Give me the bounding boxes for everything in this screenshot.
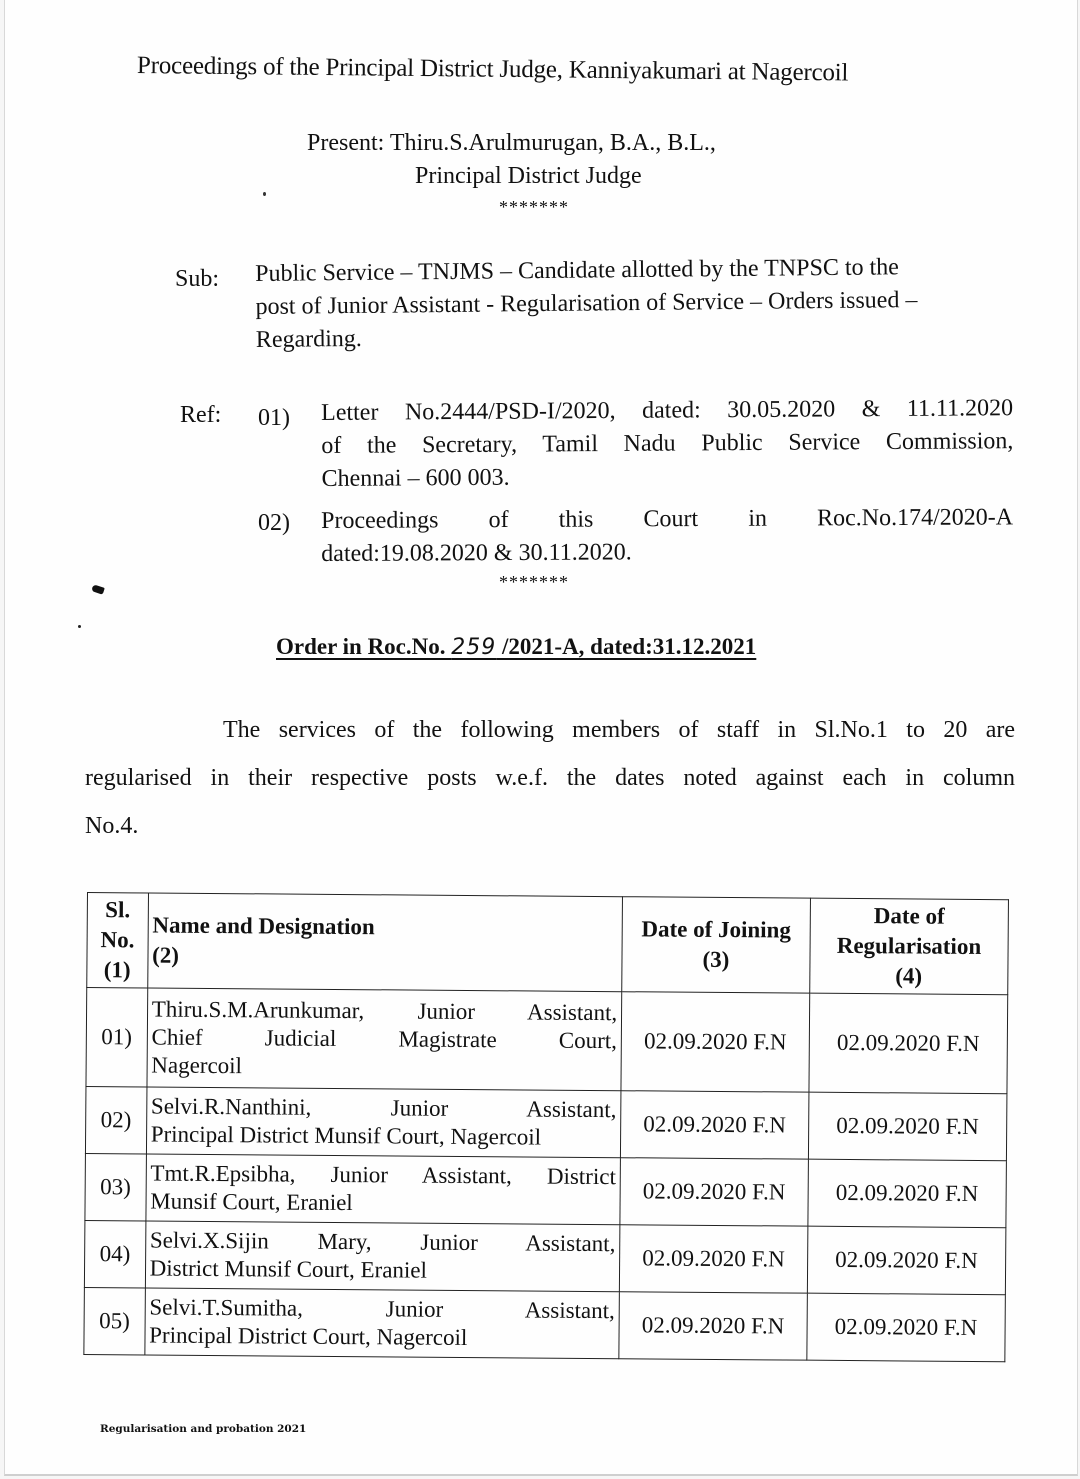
- table-row: [86, 988, 1008, 1094]
- scan-speck: [263, 192, 266, 196]
- reference-number: 01): [258, 405, 290, 431]
- reference-item-1: [321, 392, 1014, 496]
- cell-date-of-joining: 02.09.2020 F.N: [621, 992, 809, 1092]
- header-name-designation: Name and Designation (2): [147, 893, 622, 992]
- table-row: [84, 1220, 1005, 1294]
- presiding-officer: Present: Thiru.S.Arulmurugan, B.A., B.L.,: [307, 130, 716, 156]
- paragraph-line: No.4.: [85, 813, 139, 839]
- subject-text: [255, 250, 1016, 357]
- document-title: Proceedings of the Principal District Judge, Kanniyakumari at Nagercoil: [136, 52, 849, 87]
- cell-sl-no: 02): [85, 1086, 146, 1153]
- cell-date-of-joining: 02.09.2020 F.N: [621, 1091, 809, 1159]
- order-heading: [276, 634, 756, 660]
- reference-label: Ref:: [180, 402, 222, 428]
- cell-date-of-joining: 02.09.2020 F.N: [619, 1292, 807, 1360]
- separator-stars: *******: [499, 572, 569, 592]
- reference-line: dated:19.08.2020 & 30.11.2020.: [321, 539, 632, 567]
- table-row: [85, 1153, 1006, 1227]
- cell-date-of-regularisation: 02.09.2020 F.N: [807, 1226, 1006, 1295]
- header-date-of-joining: Date of Joining (3): [622, 897, 810, 993]
- reference-number: 02): [258, 510, 290, 536]
- cell-name-designation: Selvi.X.Sijin Mary, Junior Assistant, District Munsif Court, Eraniel: [145, 1221, 620, 1292]
- scan-speck: [78, 625, 81, 628]
- subject-line: Regarding.: [255, 325, 362, 353]
- cell-date-of-regularisation: 02.09.2020 F.N: [808, 1159, 1007, 1228]
- order-paragraph: [85, 706, 1015, 850]
- header-sl-no: Sl. No. (1): [87, 893, 148, 988]
- table-row: [84, 1287, 1005, 1361]
- paragraph-line: regularised in their respective posts w.e.f. the dates noted against each in column: [85, 765, 1015, 791]
- subject-line: Public Service – TNJMS – Candidate allotted by the TNPSC to the: [255, 254, 900, 287]
- document-page: [4, 0, 1078, 1476]
- cell-name-designation: Selvi.T.Sumitha, Junior Assistant, Principal District Court, Nagercoil: [145, 1288, 620, 1359]
- subject-label: Sub:: [175, 266, 220, 292]
- subject-line: post of Junior Assistant - Regularisation of Service – Orders issued –: [255, 287, 918, 320]
- cell-sl-no: 05): [84, 1287, 145, 1354]
- cell-sl-no: 03): [85, 1153, 146, 1220]
- footer-label: Regularisation and probation 2021: [100, 1423, 307, 1435]
- cell-date-of-joining: 02.09.2020 F.N: [620, 1225, 808, 1293]
- paragraph-line: The services of the following members of staff in Sl.No.1 to 20 are: [223, 717, 1015, 743]
- staff-regularisation-table: [83, 892, 1009, 1362]
- cell-date-of-joining: 02.09.2020 F.N: [620, 1158, 808, 1226]
- cell-name-designation: Selvi.R.Nanthini, Junior Assistant, Principal District Munsif Court, Nagercoil: [146, 1087, 621, 1158]
- presiding-officer-role: Principal District Judge: [415, 163, 642, 189]
- header-date-of-regularisation: Date of Regularisation (4): [809, 898, 1008, 995]
- reference-line: Chennai – 600 003.: [321, 464, 510, 492]
- cell-name-designation: Tmt.R.Epsibha, Junior Assistant, District Munsif Court, Eraniel: [146, 1154, 621, 1225]
- reference-line: Letter No.2444/PSD-I/2020, dated: 30.05.2020 & 11.11.2020: [321, 395, 1014, 426]
- cell-date-of-regularisation: 02.09.2020 F.N: [809, 993, 1008, 1094]
- reference-item-2: [321, 501, 1013, 571]
- cell-sl-no: 04): [84, 1220, 145, 1287]
- scan-mark: [91, 584, 105, 594]
- table-row: [85, 1086, 1006, 1160]
- separator-stars: *******: [499, 197, 569, 217]
- order-prefix: Order in Roc.No.: [276, 634, 452, 659]
- table-header-row: [87, 893, 1009, 995]
- cell-sl-no: 01): [86, 988, 147, 1087]
- handwritten-roc-number: 259: [451, 635, 497, 660]
- order-suffix: /2021-A, dated:31.12.2021: [496, 634, 757, 659]
- cell-name-designation: Thiru.S.M.Arunkumar, Junior Assistant, Chief Judicial Magistrate Court, Nagercoil: [147, 988, 622, 1091]
- cell-date-of-regularisation: 02.09.2020 F.N: [807, 1293, 1006, 1362]
- reference-line: of the Secretary, Tamil Nadu Public Service Commission,: [321, 428, 1014, 459]
- reference-line: Proceedings of this Court in Roc.No.174/2020-A: [321, 504, 1014, 534]
- cell-date-of-regularisation: 02.09.2020 F.N: [808, 1092, 1007, 1161]
